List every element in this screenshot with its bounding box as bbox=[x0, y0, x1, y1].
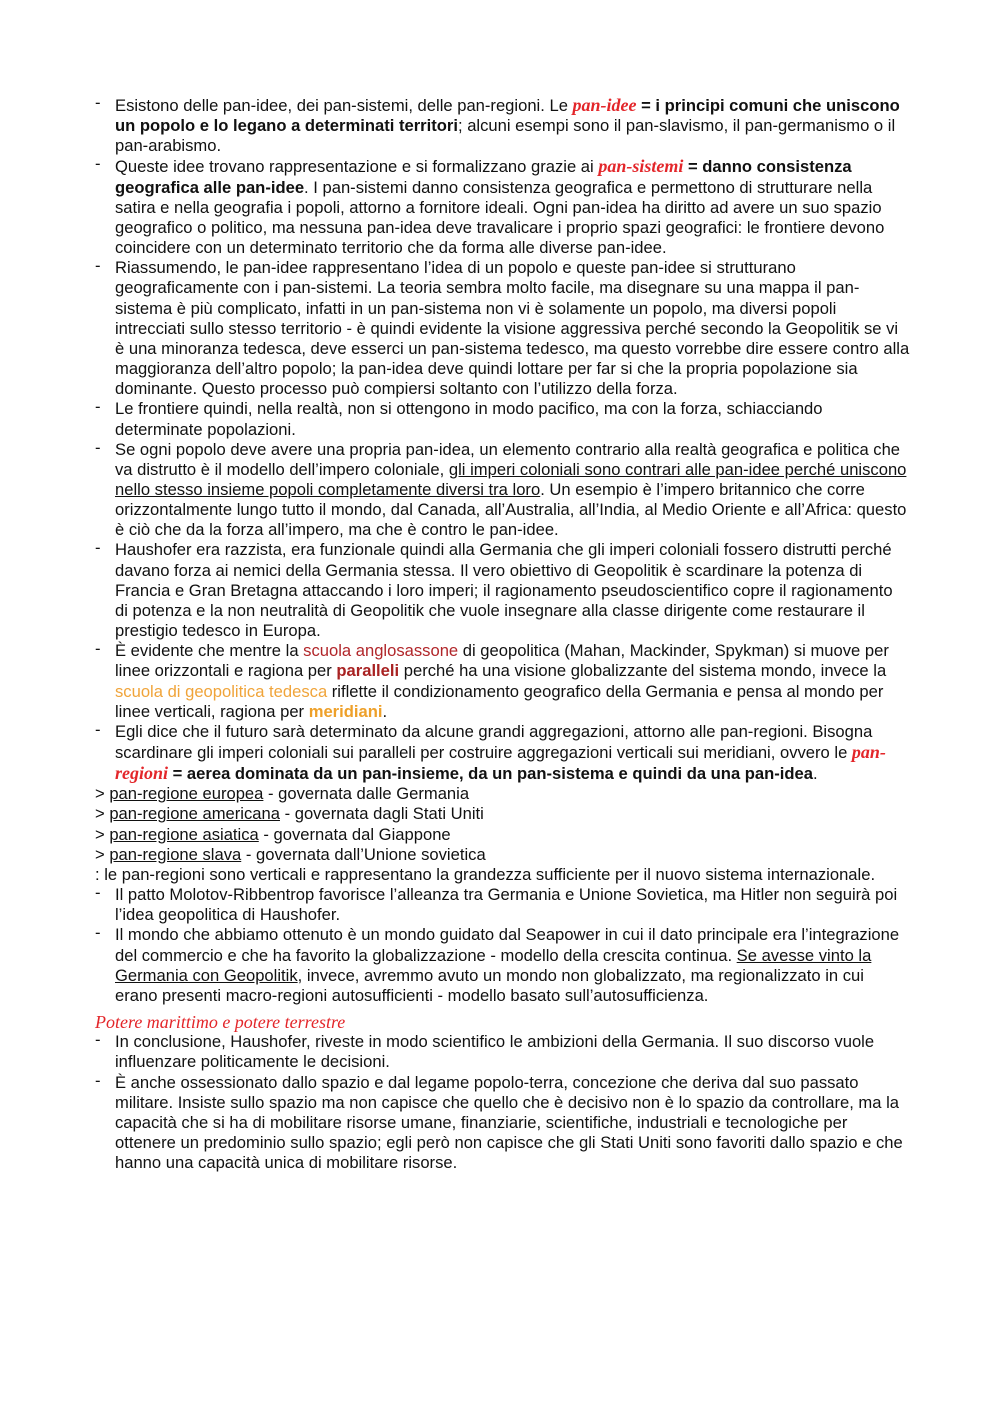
paragraph-text: . I pan-sistemi danno consistenza geografica e permettono di strutturare nella satira e nella geografia i popoli, attorno a fornitore ideali. Ogni pan-idea ha diritto ad avere un suo spazio geografico o politico, ma nessuna pan-idea deve travalicare i proprio spazi geografici: le frontiere devono coincidere con un determinato territorio che da forma alle diverse pan-idee. bbox=[115, 177, 885, 258]
definition-text: = i principi comuni che uniscono un popolo e lo legano a determinati territori bbox=[115, 96, 900, 136]
bullet-item bbox=[95, 1032, 910, 1072]
paragraph-text: di geopolitica (Mahan, Mackinder, Spykman) si muove per linee orizzontali e ragiona per bbox=[115, 641, 889, 681]
underlined-text: gli imperi coloniali sono contrari alle pan-idee perché uniscono nello stesso insieme popoli completamente diversi tra loro bbox=[115, 459, 907, 499]
bullet-item bbox=[95, 1070, 910, 1174]
paragraph-text: Haushofer era razzista, era funzionale quindi alla Germania che gli imperi coloniali fossero distrutti perché davano forza ai nemici della Germania stessa. Il vero obiettivo di Geopolitik è scardinare la potenza di Francia e Gran Bretagna attaccando i loro imperi; il ragionamento pseudoscientifico copre il ragionamento di potenza e la non neutralità di Geopolitik che vuole insegnare alla classe dirigente come restaurare il prestigio tedesco in Europa. bbox=[115, 540, 893, 641]
region-rest: - governata dalle Germania bbox=[263, 784, 470, 804]
region-line bbox=[95, 784, 910, 804]
bullet-dash: - bbox=[95, 639, 101, 659]
term-pan-sistemi: pan-sistemi bbox=[598, 156, 684, 177]
region-line bbox=[95, 825, 910, 845]
definition-text: = aerea dominata da un pan-insieme, da un pan-sistema e quindi da una pan-idea bbox=[168, 764, 814, 784]
paragraph-text: . bbox=[382, 701, 388, 721]
region-rest: - governata dagli Stati Uniti bbox=[279, 804, 484, 824]
region-name: pan-regione asiatica bbox=[109, 824, 259, 844]
paragraph-text: riflette il condizionamento geografico della Germania e pensa al mondo per linee verticali, ragiona per bbox=[115, 681, 884, 721]
bullet-item bbox=[95, 925, 910, 1006]
section-heading: Potere marittimo e potere terrestre bbox=[95, 1012, 346, 1033]
paragraph-text: Egli dice che il futuro sarà determinato da alcune grandi aggregazioni, attorno alle pan-regioni. Bisogna scardinare gli imperi coloniali sui paralleli per costruire aggregazioni verticali sui meridiani, ovvero le bbox=[115, 721, 873, 762]
paragraph-text: ; alcuni esempi sono il pan-slavismo, il pan-germanismo o il pan-arabismo. bbox=[115, 116, 896, 156]
region-prefix: > bbox=[95, 784, 110, 804]
term-pan-regioni: pan-regioni bbox=[115, 742, 886, 784]
regions-note: : le pan-regioni sono verticali e rappresentano la grandezza sufficiente per il nuovo sistema internazionale. bbox=[95, 864, 876, 884]
bullet-item bbox=[95, 156, 910, 258]
paragraph-text: Queste idee trovano rappresentazione e si formalizzano grazie ai bbox=[115, 157, 599, 177]
bullet-dash: - bbox=[95, 538, 101, 558]
paragraph-text: Il patto Molotov-Ribbentrop favorisce l’alleanza tra Germania e Unione Sovietica, ma Hitler non seguirà poi l’idea geopolitica di Haushofer. bbox=[115, 885, 898, 925]
bullet-dash: - bbox=[95, 1030, 101, 1050]
paragraph-text: . bbox=[813, 764, 818, 784]
bullet-dash: - bbox=[95, 154, 101, 174]
region-name: pan-regione europea bbox=[109, 784, 264, 804]
definition-text: = danno consistenza geografica alle pan-idee bbox=[115, 157, 852, 197]
bullet-dash: - bbox=[95, 1070, 101, 1090]
region-name: pan-regione slava bbox=[109, 844, 242, 864]
paragraph-text: Le frontiere quindi, nella realtà, non si ottengono in modo pacifico, ma con la forza, schiacciando determinate popolazioni. bbox=[115, 399, 823, 439]
bullet-item bbox=[95, 95, 910, 156]
bullet-item bbox=[95, 258, 910, 399]
bullet-item bbox=[95, 885, 910, 925]
paragraph-text: Il mondo che abbiamo ottenuto è un mondo guidato dal Seapower in cui il dato principale era l’integrazione del commercio e che ha favorito la globalizzazione - modello della crescita continua. bbox=[115, 925, 900, 965]
paragraph-text: È anche ossessionato dallo spazio e dal legame popolo-terra, concezione che deriva dal suo passato militare. Insiste sullo spazio ma non capisce che quello che è decisivo non è lo spazio da controllare, ma la capacità che si ha di mobilitare risorse umane, finanziarie, scientifiche, industriali e tecnologiche per ottenere un predominio sullo spazio; egli però non capisce che gli Stati Uniti sono favoriti dallo spazio e che hanno una capacità unica di mobilitare risorse. bbox=[115, 1072, 903, 1173]
bullet-dash: - bbox=[95, 93, 101, 112]
bullet-dash: - bbox=[95, 437, 101, 457]
paragraph-text: , invece, avremmo avuto un mondo non globalizzato, ma regionalizzato in cui erano presenti macro-regioni autosufficienti - modello basato sull’autosufficienza. bbox=[115, 965, 864, 1005]
bullet-dash: - bbox=[95, 719, 101, 739]
paragraph-text: . Un esempio è l’impero britannico che corre orizzontalmente lungo tutto il mondo, dal Canada, all’Australia, all’India, al Medio Oriente e all’Africa: questo è ciò che da la forza all’impero, ma che è contro le pan-idee. bbox=[115, 479, 907, 540]
underlined-text: Se avesse vinto la Germania con Geopolitik bbox=[115, 945, 872, 985]
region-line bbox=[95, 804, 910, 824]
paragraph-text: Esistono delle pan-idee, dei pan-sistemi, delle pan-regioni. Le bbox=[115, 96, 573, 115]
paragraph-text: perché ha una visione globalizzante del sistema mondo, invece la bbox=[399, 661, 887, 681]
term-pan-idee: pan-idee bbox=[572, 95, 637, 115]
region-rest: - governata dall’Unione sovietica bbox=[241, 844, 486, 864]
bullet-item bbox=[95, 437, 910, 541]
paragraph-text: Se ogni popolo deve avere una propria pan-idea, un elemento contrario alla realtà geografica e politica che va distrutto è il modello dell’impero coloniale, bbox=[115, 439, 901, 479]
bullet-dash: - bbox=[95, 397, 101, 417]
bullet-dash: - bbox=[95, 923, 101, 943]
bullet-item bbox=[95, 719, 910, 784]
meridiani-keyword: meridiani bbox=[308, 701, 383, 721]
scuola-tedesca-text: scuola di geopolitica tedesca bbox=[115, 681, 328, 701]
scuola-anglosassone-text: scuola anglosassone bbox=[303, 641, 459, 661]
region-prefix: > bbox=[95, 804, 110, 824]
bullet-dash: - bbox=[95, 883, 101, 903]
region-rest: - governata dal Giappone bbox=[258, 824, 451, 844]
region-prefix: > bbox=[95, 844, 110, 864]
bullet-item bbox=[95, 540, 910, 641]
paragraph-text: Riassumendo, le pan-idee rappresentano l’idea di un popolo e queste pan-idee si strutturano geograficamente con i pan-sistemi. La teoria sembra molto facile, ma disegnare su una mappa il pan-sistema è più complicato, infatti in un pan-sistema non vi è solamente un popolo, ma diversi popoli intrecciati sullo stesso territorio - è quindi evidente la visione aggressiva perché secondo la Geopolitik se vi è una minoranza tedesca, deve esserci un pan-sistema tedesco, ma questo vorrebbe dire essere contro alla maggioranza dell’altro popolo; la pan-idea deve quindi lottare per far si che la propria popolazione sia dominante. Questo processo può compiersi soltanto con l’utilizzo della forza. bbox=[115, 258, 910, 399]
bullet-item bbox=[95, 641, 910, 722]
document-page bbox=[95, 95, 910, 1173]
region-prefix: > bbox=[95, 824, 110, 844]
paralleli-keyword: paralleli bbox=[336, 661, 400, 681]
region-line bbox=[95, 845, 910, 865]
bullet-item bbox=[95, 399, 910, 439]
paragraph-text: In conclusione, Haushofer, riveste in modo scientifico le ambizioni della Germania. Il suo discorso vuole influenzare politicamente le decisioni. bbox=[115, 1032, 875, 1072]
bullet-dash: - bbox=[95, 256, 101, 276]
paragraph-text: È evidente che mentre la bbox=[115, 641, 304, 661]
region-name: pan-regione americana bbox=[109, 804, 280, 824]
